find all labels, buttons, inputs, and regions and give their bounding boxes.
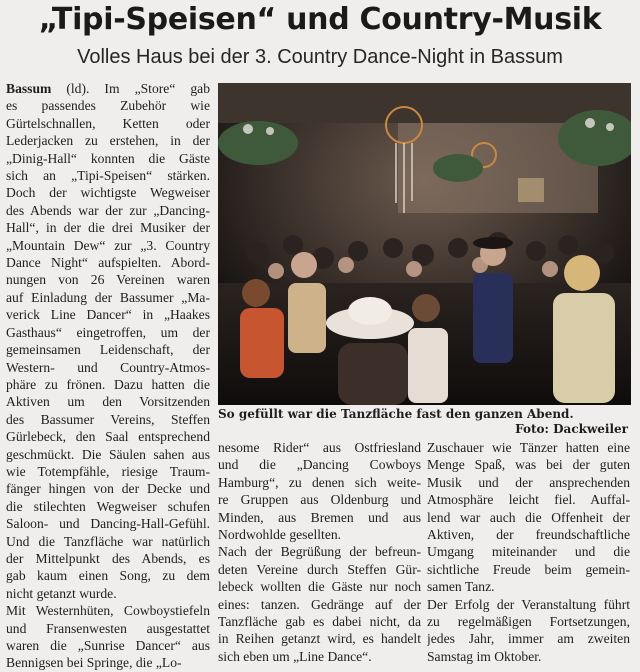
text-line: jedes Jahr, immer am zweiten — [427, 631, 630, 647]
dateline: Bassum — [6, 81, 52, 96]
text-line: eines: tanzen. Gedränge auf der — [218, 596, 421, 612]
text-line: Gürlebeck, den Saal entsprechend — [6, 429, 210, 445]
text-line: des Bassumer Vereins, Steffen — [6, 411, 210, 427]
dance-hall-photo — [218, 83, 631, 405]
text-line: Doch der wichtigste Wegweiser — [6, 185, 210, 201]
text-line: sich an „Tipi-Speisen“ stärken. — [6, 168, 210, 184]
text-line: zu regelmäßigen Fortsetzungen, — [427, 614, 630, 630]
text-line: die stilechten Wegweiser schufen — [6, 498, 210, 514]
text-line: Gürtelschnallen, Ketten oder — [6, 115, 210, 131]
text-line: waren die „Sunrise Dancer“ aus — [6, 638, 210, 653]
text-line: des Abends war der zur „Dancing- — [6, 202, 210, 218]
text-line-rest: (ld). Im „Store“ gab — [51, 81, 210, 96]
headline: „Tipi-Speisen“ und Country-Musik — [38, 2, 602, 37]
text-line: nesome Rider“ aus Ostfriesland — [218, 440, 421, 455]
text-line: Gasthaus“ eingetroffen, um der — [6, 324, 210, 340]
text-line: Atmosphäre leicht fiel. Auffal- — [427, 492, 630, 508]
text-line: verick Line Dancer“ in „Haakes — [6, 307, 210, 323]
text-line: deten Vereine durch Steffen Gür- — [218, 561, 421, 577]
text-line: Umgang miteinander und die — [427, 544, 630, 560]
text-line: Nordwohlde gesellten. — [218, 527, 342, 543]
text-line: gab kaum einen Song, zu dem — [6, 568, 210, 584]
text-line: sich eben um „Line Dance“. — [218, 648, 372, 664]
text-line: in Reihen getanzt wird, es handelt — [218, 631, 421, 647]
text-line: Lederjacken zu erstehen, in der — [6, 133, 210, 149]
photo-credit: Foto: Dackweiler — [515, 422, 628, 436]
text-line: Und die Tanzfläche war natürlich — [6, 533, 210, 549]
text-line: nungen von 26 Vereinen waren — [6, 272, 210, 288]
text-line: re Gruppen aus Oldenburg und — [218, 492, 421, 508]
text-line: nicht getanzt wurde. — [6, 585, 117, 601]
text-line: samen Tanz. — [427, 579, 495, 595]
photo-caption: So gefüllt war die Tanzfläche fast den ganzen Abend. — [218, 407, 574, 421]
text-line: lend war auch die Offenheit der — [427, 509, 630, 525]
text-line: phäre zu frönen. Dazu hatten die — [6, 376, 210, 392]
text-line: Zuschauer wie Tänzer hatten eine — [427, 440, 630, 455]
text-line: Hall“, in der die drei Musiker der — [6, 220, 210, 236]
text-line: Nach der Begrüßung der befreun- — [218, 544, 421, 560]
text-line: geschmückt. Die Säulen sahen aus — [6, 446, 210, 462]
text-line: gemeinsamen Leidenschaft, der — [6, 342, 210, 358]
text-line: es passendes Zubehör wie — [6, 98, 210, 114]
text-line: Bennigsen bei Springe, die „Lo- — [6, 655, 182, 671]
text-line: Menge Spaß, was bei der guten — [427, 457, 630, 473]
text-line: Tanzfläche gab es dabei nicht, da — [218, 614, 421, 630]
text-line: und Fransenwesten ausgestattet — [6, 620, 210, 636]
text-line: Minden, aus Bremen und aus — [218, 509, 421, 525]
text-line: der Mittelpunkt des Abends, es — [6, 550, 210, 566]
text-line: Hamburg“, zu denen sich weite- — [218, 474, 421, 490]
text-line: Saloon- und Dancing-Hall-Gefühl. — [6, 516, 210, 532]
text-line: fänger hingen von der Decke und — [6, 481, 210, 497]
article-column-2 — [218, 439, 421, 665]
subheadline: Volles Haus bei der 3. Country Dance-Night in Bassum — [77, 46, 563, 68]
text-line: „Dinig-Hall“ konnten die Gäste — [6, 150, 210, 166]
text-line: Aktiven um den Vorsitzenden — [6, 394, 210, 410]
text-line: „Mountain Dew“ zur „3. Country — [6, 237, 210, 253]
text-line: und die „Dancing Cowboys — [218, 457, 421, 473]
dance-hall-photo-image — [218, 83, 631, 405]
text-line: Der Erfolg der Veranstaltung führt — [427, 596, 630, 612]
article-column-1 — [6, 80, 210, 672]
text-line — [6, 80, 210, 97]
text-line: lebeck wollten die Gäste nur noch — [218, 579, 421, 595]
text-line: Western- und Country-Atmos- — [6, 359, 210, 375]
article-column-3 — [427, 439, 630, 665]
text-line: Samstag im Oktober. — [427, 648, 542, 664]
text-line: Musik und der ansprechenden — [427, 474, 630, 490]
text-line: Mit Westernhüten, Cowboystiefeln — [6, 603, 210, 619]
text-line: Aktiven, der freundschaftliche — [427, 527, 630, 543]
text-line: Dance Night“ aufspielten. Abord- — [6, 255, 210, 271]
text-line: sichtliche Freude beim gemein- — [427, 561, 630, 577]
text-line: wie Totempfähle, riesige Traum- — [6, 463, 210, 479]
text-line: auf Einladung der Bassumer „Ma- — [6, 289, 210, 305]
